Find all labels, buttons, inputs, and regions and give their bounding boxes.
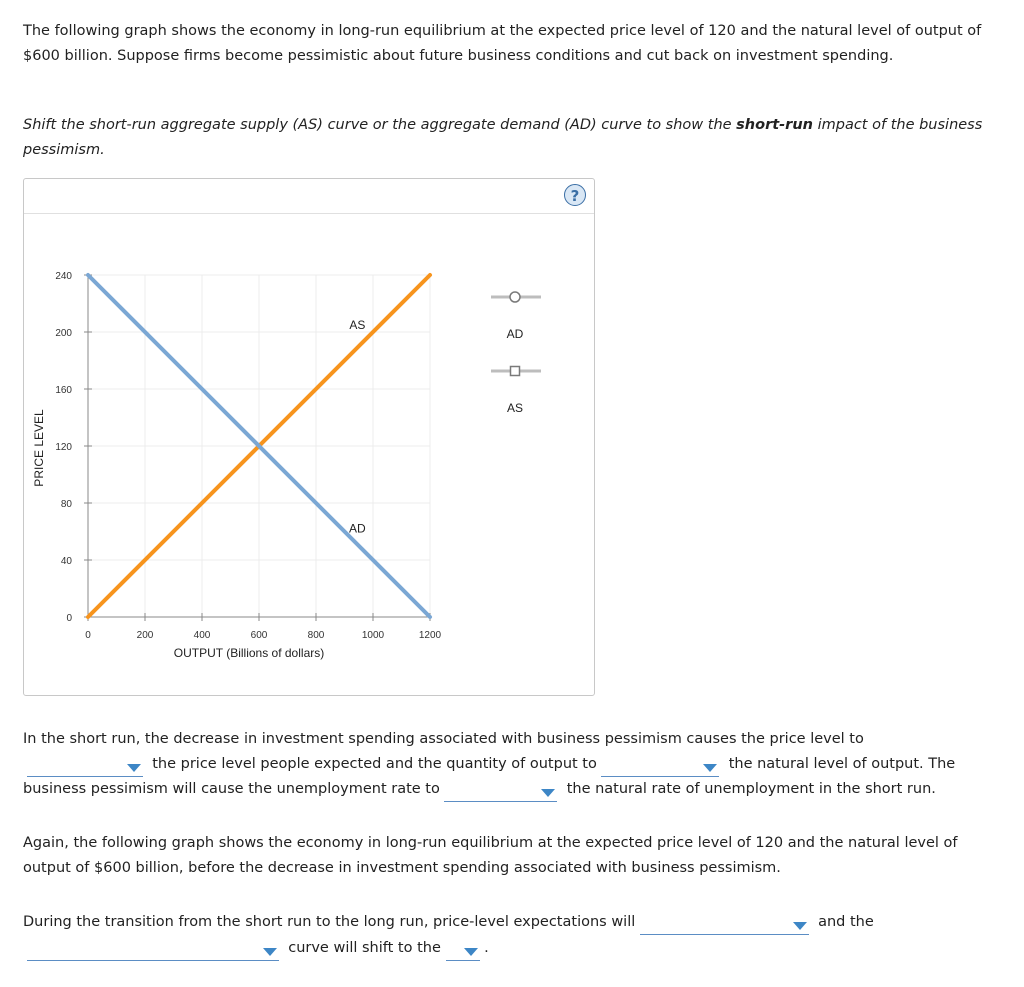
- direction-dropdown[interactable]: [446, 942, 480, 961]
- q2-line2: [23, 936, 1013, 961]
- ad-curve-label: AD: [348, 521, 366, 536]
- chevron-down-icon: [464, 948, 478, 956]
- curve-dropdown[interactable]: [27, 942, 279, 961]
- x-tick-label: 600: [250, 630, 268, 641]
- x-tick-label: 200: [136, 630, 154, 641]
- y-tick-label: 200: [55, 328, 72, 339]
- x-tick-label: 1000: [361, 630, 385, 641]
- chart: [24, 213, 594, 695]
- intro-text: The following graph shows the economy in long-run equilibrium at the expected price level of 120 and the natural level of output of $600 billion. Suppose firms become pessimistic about future business conditions and cut back on investment spending.: [23, 23, 982, 64]
- q1-text-5: the natural rate of unemployment in the short run.: [566, 781, 936, 797]
- chevron-down-icon: [127, 764, 141, 772]
- q2-text-1: During the transition from the short run to the long run, price-level expectations will: [23, 914, 636, 930]
- x-tick-label: 1200: [418, 630, 442, 641]
- y-tick-label: 160: [55, 385, 72, 396]
- x-axis-label: OUTPUT (Billions of dollars): [173, 646, 325, 660]
- q1-line1: [23, 727, 1013, 752]
- chevron-down-icon: [793, 922, 807, 930]
- price-level-dropdown[interactable]: [27, 758, 143, 777]
- q1-line2: [23, 752, 1013, 777]
- legend-square-marker[interactable]: [511, 367, 520, 376]
- chevron-down-icon: [703, 764, 717, 772]
- q1-text-3: the natural level of output. The: [728, 756, 956, 772]
- graph-toolbar: [24, 179, 594, 214]
- unemployment-dropdown[interactable]: [444, 783, 557, 802]
- chevron-down-icon: [541, 789, 555, 797]
- instruction-pre: Shift the short-run aggregate supply (AS) curve or the aggregate demand (AD) curve to show the: [23, 117, 737, 133]
- output-dropdown[interactable]: [601, 758, 719, 777]
- legend-label: AS: [506, 401, 524, 415]
- q1-text-1: In the short run, the decrease in investment spending associated with business pessimism causes the price level to: [23, 731, 864, 747]
- instruction-bold: short-run: [736, 117, 813, 133]
- q2-line1: [23, 910, 1013, 935]
- expectations-dropdown[interactable]: [640, 916, 809, 935]
- y-axis-label: PRICE LEVEL: [32, 409, 46, 487]
- y-tick-label: 40: [60, 556, 72, 567]
- x-tick-label: 0: [85, 630, 91, 641]
- graph-panel: [23, 178, 595, 696]
- y-tick-label: 240: [55, 271, 72, 282]
- chevron-down-icon: [263, 948, 277, 956]
- instruction-post: impact of the business pessimism.: [23, 117, 983, 158]
- q1-text-4: business pessimism will cause the unemployment rate to: [23, 781, 440, 797]
- q1-line3: [23, 777, 1013, 802]
- y-tick-label: 80: [60, 499, 72, 510]
- q2-text-2: and the: [818, 914, 874, 930]
- instruction-text: [23, 113, 998, 163]
- q2-text-3: curve will shift to the: [288, 940, 441, 956]
- y-tick-label: 120: [55, 442, 72, 453]
- x-tick-label: 800: [307, 630, 325, 641]
- x-tick-label: 400: [193, 630, 211, 641]
- again-text: Again, the following graph shows the economy in long-run equilibrium at the expected price level of 120 and the natural level of output of $600 billion, before the decrease in investment spending associated with business pessimism.: [23, 835, 958, 876]
- legend-label: AD: [506, 327, 524, 341]
- help-icon[interactable]: ?: [564, 184, 586, 206]
- y-tick-label: 0: [66, 613, 72, 624]
- legend-circle-marker[interactable]: [510, 292, 520, 302]
- q2-text-4: .: [484, 940, 489, 956]
- as-curve-label: AS: [349, 317, 366, 332]
- q1-text-2: the price level people expected and the quantity of output to: [152, 756, 597, 772]
